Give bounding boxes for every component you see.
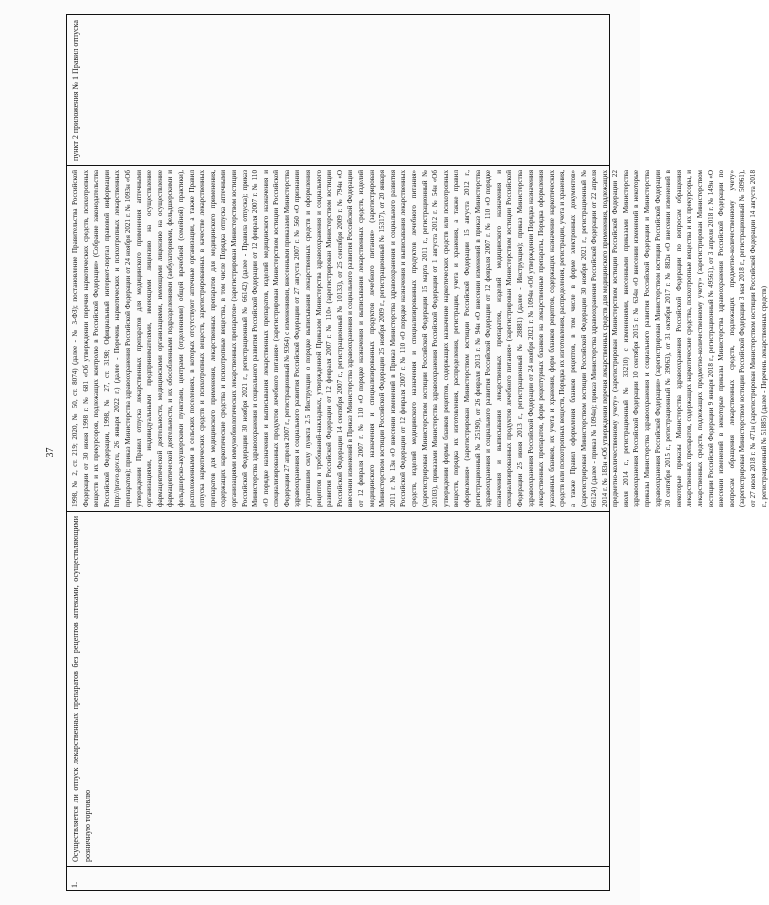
row-number: 1. [67, 866, 609, 890]
reference-text: пункт 2 приложения № 1 Правил отпуска [71, 20, 80, 161]
legal-basis-text: 1998, № 2, ст. 219; 2020, № 50, ст. 8074) (далее - № 3-ФЗ); постановление Правительства Российской Федерации от 30 июня 1998 г. № 681 «Об утверждении перечня наркотических средств, психотропных веществ и их прекурсоров, подлежащих контролю в Российской Федерации» (Собрание законодательства Российской Федерации, 1998, № 27, ст. 3198; Официальный интернет-портал правовой информации http://pravo.gov.ru, 26 января 2022 г.) (далее - Перечень наркотических и психотропных лекарственных препаратов); приказ Министерства здравоохранения Российской Федерации от 24 ноября 2021 г. № 1093н «Об утверждении Правил отпуска лекарственных препаратов для медицинского применения аптечными организациями, индивидуальными предпринимателями, имеющими лицензию на осуществление фармацевтической деятельности, медицинскими организациями, имеющими лицензию на осуществление фармацевтической деятельности, и их обособленными подразделениями (амбулаториями, фельдшерскими и фельдшерско-акушерскими пунктами, центрами (отделениями) общей врачебной (семейной) практики), расположенными в сельских поселениях, в которых отсутствуют аптечные организации, а также Правил отпуска наркотических средств и психотропных веществ, зарегистрированных в качестве лекарственных препаратов для медицинского применения, лекарственных препаратов для медицинского применения, содержащих наркотические средства и психотропные вещества, в том числе Порядка отпуска аптечными организациями иммунобиологических лекарственных препаратов» (зарегистрирован Министерством юстиции Российской Федерации 30 ноября 2021 г., регистрационный № 66142) (далее - Правила отпуска); приказ Министерства здравоохранения и социального развития Российской Федерации от 12 февраля 2007 г. № 110 «О порядке назначения и выписывания лекарственных препаратов, изделий медицинского назначения и специализированных продуктов лечебного питания» (зарегистрирован Министерством юстиции Российской Федерации 27 апреля 2007 г., регистрационный № 9364) с изменениями, внесенными приказами Министерства здравоохранения и социального развития Российской Федерации от 27 августа 2007 г. № 560 «О признании утратившим силу пункта 2.5 Инструкции о порядке выписывания лекарственных средств и оформления рецептов и требований-накладных, утвержденной Приказом Министерства здравоохранения и социального развития Российской Федерации от 12 февраля 2007 г. № 110» (зарегистрирован Министерством юстиции Российской Федерации 14 сентября 2007 г., регистрационный № 10133), от 25 сентября 2009 г. № 794н «О внесении изменений в Приказ Министерства здравоохранения и социального развития Российской Федерации от 12 февраля 2007 г. № 110 «О порядке назначения и выписывания лекарственных средств, изделий медицинского назначения и специализированных продуктов лечебного питания» (зарегистрирован Министерством юстиции Российской Федерации 25 ноября 2009 г., регистрационный № 15317), от 20 января 2011 г. № 13н «О внесении изменений в Приказ Министерства здравоохранения и социального развития Российской Федерации от 12 февраля 2007 г. № 110 «О порядке назначения и выписывания лекарственных средств, изделий медицинского назначения и специализированных продуктов лечебного питания» (зарегистрирован Министерством юстиции Российской Федерации 15 марта 2011 г., регистрационный № 20103), приказами Министерства здравоохранения Российской Федерации от 1 августа 2012 г. № 54н «Об утверждении формы бланков рецептов, содержащих назначение наркотических средств или психотропных веществ, порядка их изготовления, распределения, регистрации, учета и хранения, а также правил оформления» (зарегистрирован Министерством юстиции Российской Федерации 15 августа 2012 г., регистрационный № 25190), от 26 февраля 2013 г. № 94н «О внесении изменений в приказ Министерства здравоохранения и социального развития Российской Федерации от 12 февраля 2007 г. № 110 «О порядке назначения и выписывания лекарственных препаратов, изделий медицинского назначения и специализированных продуктов лечебного питания» (зарегистрирован Министерством юстиции Российской Федерации 25 июня 2013 г., регистрационный № 28881) (далее - Инструкция); приказ Министерства здравоохранения Российской Федерации от 24 ноября 2021 г. № 1094н «Об утверждении Порядка назначения лекарственных препаратов, форм рецептурных бланков на лекарственные препараты, Порядка оформления указанных бланков, их учета и хранения, форм бланков рецептов, содержащих назначение наркотических средств или психотропных веществ, Порядка их изготовления, распределения, регистрации, учета и хранения, а также Правил оформления бланков рецептов, в том числе в форме электронных документов» (зарегистрирован Министерством юстиции Российской Федерации 30 ноября 2021 г., регистрационный № 66124) (далее - приказ № 1094н); приказ Министерства здравоохранения Российской Федерации от 22 апреля 2014 г. № 183н «Об утверждении перечня лекарственных средств для медицинского применения, подлежащих предметно-количественному учету» (зарегистрирован Министерством юстиции Российской Федерации 22 июля 2014 г., регистрационный № 33210) с изменениями, внесенными приказами Министерства здравоохранения Российской Федерации 10 сентября 2015 г. № 634н «О внесении изменений в некоторые приказы Министерства здравоохранения и социального развития Российской Федерации и Министерства здравоохранения Российской Федерации» (зарегистрирован Министерством юстиции Российской Федерации 30 сентября 2015 г., регистрационный № 39063), от 31 октября 2017 г. № 882н «О внесении изменений в некоторые приказы Министерства здравоохранения Российской Федерации по вопросам обращения лекарственных препаратов, содержащих наркотические средства, психотропные вещества и их прекурсоры, и лекарственных средств, подлежащих предметно-количественному учету» (зарегистрирован Министерством юстиции Российской Федерации 9 января 2018 г., регистрационный № 49561), от 3 апреля 2018 г. № 149н «О внесении изменений в некоторые приказы Министерства здравоохранения Российской Федерации по вопросам обращения лекарственных средств, подлежащих предметно-количественному учету» (зарегистрирован Министерством юстиции Российской Федерации 3 мая 2018 г., регистрационный № 50961), от 27 июля 2018 г. № 471н (зарегистрирован Министерством юстиции Российской Федерации 14 августа 2018 г., регистрационный № 51885) (далее - Перечень лекарственных средств) [67, 165, 609, 511]
page-number: 37 [45, 447, 56, 458]
requirements-table [66, 14, 768, 891]
requirement-text: Осуществляется ли отпуск лекарственных препаратов без рецептов аптеками, осуществляющими розничную торговлю [67, 511, 609, 866]
rotated-table-page [42, 0, 768, 905]
table-row [67, 15, 768, 890]
